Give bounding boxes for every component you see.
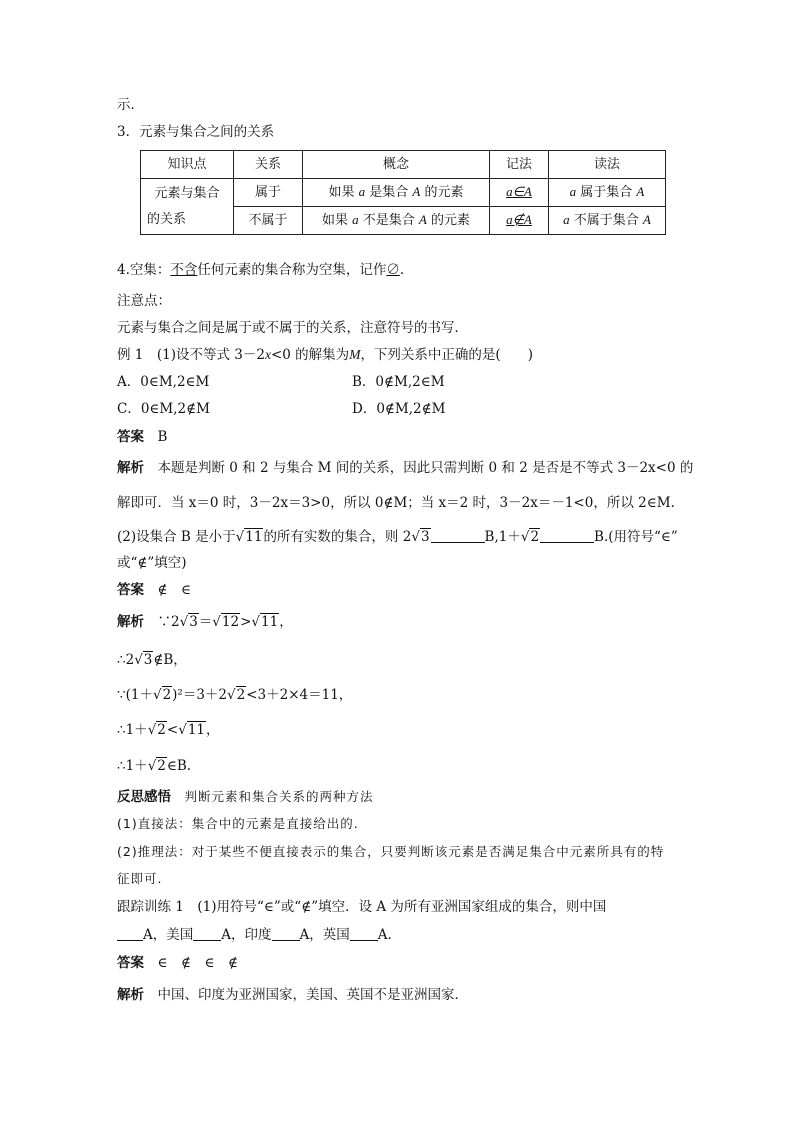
concept-cell: 如果 a 不是集合 A 的元素: [303, 207, 490, 235]
topic-line2: 的关系: [147, 211, 187, 227]
intro-tail: 示．: [117, 97, 144, 113]
analysis-1-line-2: 解即可．当 x＝0 时，3－2x＝3>0，所以 0∉M；当 x＝2 时，3－2x＝－1<0，所以 2∈M.: [117, 495, 675, 511]
note-text: 元素与集合之间是属于或不属于的关系，注意符号的书写．: [117, 320, 468, 336]
practice-1-answer: 答案 ∈ ∉ ∈ ∉: [117, 955, 238, 971]
fill-blank[interactable]: [350, 926, 378, 941]
example-1-question-1: 例 1 (1)设不等式 3－2x<0 的解集为M，下列关系中正确的是( ): [117, 347, 533, 363]
analysis-2-line-2: ∴2√3∉B，: [117, 652, 187, 668]
table-row: [141, 179, 666, 207]
option-c: C．0∈M,2∉M: [117, 401, 210, 417]
element-set-relation-table: [140, 150, 666, 235]
fill-blank[interactable]: [117, 926, 143, 941]
note-label: 注意点：: [117, 293, 171, 309]
table-header: 关系: [234, 151, 303, 179]
option-a: A．0∈M,2∈M: [117, 374, 210, 390]
analysis-2-line-1: 解析 ∵2√3＝√12>√11，: [117, 614, 293, 630]
table-header: 读法: [549, 151, 666, 179]
option-d: D．0∉M,2∉M: [352, 401, 446, 417]
reflection-item-2-line-2: 征即可.: [117, 871, 163, 886]
practice-1-line-1: 跟踪训练 1 (1)用符号“∈”或“∉”填空．设 A 为所有亚洲国家组成的集合，则中国: [117, 899, 607, 915]
table-header: 知识点: [141, 151, 234, 179]
reading-cell: a 不属于集合 A: [549, 207, 666, 235]
relation-cell: 属于: [234, 179, 303, 207]
relation-cell: 不属于: [234, 207, 303, 235]
fill-blank[interactable]: [431, 528, 485, 543]
topic-cell: [141, 179, 234, 235]
fill-blank[interactable]: [193, 926, 221, 941]
table-header: 记法: [490, 151, 549, 179]
notation-cell: a∈A: [490, 179, 549, 207]
fill-blank[interactable]: [272, 926, 300, 941]
fill-blank[interactable]: [540, 528, 594, 543]
empty-set-definition: 4.空集：不含任何元素的集合称为空集，记作∅.: [117, 262, 405, 278]
option-b: B．0∉M,2∈M: [352, 374, 445, 390]
table-header-row: [141, 151, 666, 179]
analysis-1-line-1: 解析 本题是判断 0 和 2 与集合 M 间的关系，因此只需判断 0 和 2 是否是不等式 3－2x<0 的: [117, 460, 694, 476]
topic-line1: 元素与集合: [154, 185, 220, 201]
reading-cell: a 属于集合 A: [549, 179, 666, 207]
example-1-question-2: (2)设集合 B 是小于√11的所有实数的集合，则 2√3 B,1＋√2 B.(用符号“∈”: [117, 529, 678, 545]
practice-1-line-2: A，美国 A，印度 A，英国 A.: [117, 925, 392, 945]
section-3-title: 3．元素与集合之间的关系: [117, 124, 275, 140]
answer-2: 答案 ∉ ∈: [117, 582, 191, 598]
analysis-2-line-3: ∵(1＋√2)²＝3＋2√2<3＋2×4＝11，: [117, 687, 353, 703]
concept-cell: 如果 a 是集合 A 的元素: [303, 179, 490, 207]
reflection-heading: 反思感悟 判断元素和集合关系的两种方法: [117, 789, 374, 805]
analysis-2-line-4: ∴1＋√2<√11，: [117, 722, 220, 738]
analysis-2-line-5: ∴1＋√2∈B.: [117, 758, 192, 774]
reflection-item-1: (1)直接法：集合中的元素是直接给出的.: [117, 816, 359, 831]
question-2-line-2: 或“∉”填空): [117, 555, 187, 571]
reflection-item-2-line-1: (2)推理法：对于某些不便直接表示的集合，只要判断该元素是否满足集合中元素所具有的特: [117, 844, 665, 859]
notation-cell: a∉A: [490, 207, 549, 235]
practice-1-analysis: 解析 中国、印度为亚洲国家，美国、英国不是亚洲国家．: [117, 987, 468, 1003]
table-header: 概念: [303, 151, 490, 179]
answer-1: 答案 B: [117, 429, 168, 445]
